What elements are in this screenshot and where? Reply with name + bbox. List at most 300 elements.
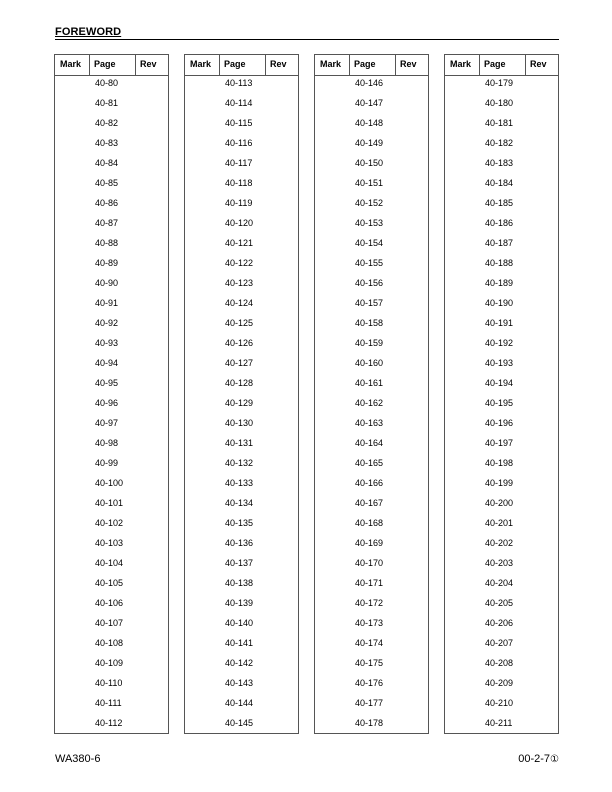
table-row <box>445 376 558 396</box>
page-cell: 40-139 <box>225 598 254 608</box>
page-list-column <box>184 54 299 734</box>
rev-header: Rev <box>140 59 157 69</box>
table-row <box>55 236 168 256</box>
table-row <box>185 696 298 716</box>
page-cell: 40-166 <box>355 478 384 488</box>
page-cell: 40-170 <box>355 558 384 568</box>
page-cell: 40-145 <box>225 718 254 728</box>
page-cell: 40-132 <box>225 458 254 468</box>
table-row <box>445 576 558 596</box>
page-cell: 40-173 <box>355 618 384 628</box>
page-header: Page <box>354 59 376 69</box>
table-row <box>315 496 428 516</box>
table-row <box>445 676 558 696</box>
table-row <box>185 296 298 316</box>
page-cell: 40-129 <box>225 398 254 408</box>
page-cell: 40-128 <box>225 378 254 388</box>
page-cell: 40-209 <box>485 678 514 688</box>
table-row <box>55 216 168 236</box>
page-header: Page <box>224 59 246 69</box>
page-cell: 40-204 <box>485 578 514 588</box>
table-row <box>315 296 428 316</box>
table-row <box>315 656 428 676</box>
page-cell: 40-202 <box>485 538 514 548</box>
page-cell: 40-112 <box>95 718 123 728</box>
table-row <box>55 676 168 696</box>
table-row <box>185 176 298 196</box>
table-row <box>445 176 558 196</box>
table-row <box>315 156 428 176</box>
table-row <box>315 196 428 216</box>
page-cell: 40-189 <box>485 278 514 288</box>
table-row <box>55 276 168 296</box>
page-cell: 40-124 <box>225 298 254 308</box>
page-cell: 40-98 <box>95 438 119 448</box>
page-cell: 40-167 <box>355 498 384 508</box>
page-cell: 40-162 <box>355 398 384 408</box>
table-row <box>315 616 428 636</box>
page-cell: 40-120 <box>225 218 254 228</box>
table-row <box>55 476 168 496</box>
page-cell: 40-174 <box>355 638 384 648</box>
page-cell: 40-210 <box>485 698 514 708</box>
table-row <box>55 656 168 676</box>
page-cell: 40-133 <box>225 478 254 488</box>
table-row <box>55 616 168 636</box>
table-row <box>445 276 558 296</box>
table-row <box>445 516 558 536</box>
table-row <box>315 716 428 736</box>
page-cell: 40-143 <box>225 678 254 688</box>
table-row <box>185 116 298 136</box>
table-row <box>315 576 428 596</box>
page-cell: 40-181 <box>485 118 514 128</box>
page-cell: 40-107 <box>95 618 124 628</box>
table-row <box>315 356 428 376</box>
table-row <box>315 636 428 656</box>
page-cell: 40-123 <box>225 278 254 288</box>
page-cell: 40-86 <box>95 198 119 208</box>
page-rows <box>185 76 298 736</box>
table-row <box>185 256 298 276</box>
table-row <box>445 716 558 736</box>
revision-mark: ① <box>550 754 559 765</box>
table-row <box>315 136 428 156</box>
rev-header: Rev <box>270 59 287 69</box>
table-row <box>55 196 168 216</box>
page-cell: 40-109 <box>95 658 124 668</box>
table-row <box>185 136 298 156</box>
table-row <box>445 236 558 256</box>
table-row <box>445 416 558 436</box>
page-cell: 40-178 <box>355 718 384 728</box>
page-cell: 40-138 <box>225 578 254 588</box>
page-cell: 40-177 <box>355 698 384 708</box>
page-number-text: 00-2-7 <box>518 753 551 765</box>
page-cell: 40-114 <box>225 98 253 108</box>
table-row <box>55 376 168 396</box>
page-cell: 40-150 <box>355 158 384 168</box>
table-row <box>55 176 168 196</box>
table-row <box>185 356 298 376</box>
table-row <box>185 716 298 736</box>
page-cell: 40-149 <box>355 138 384 148</box>
page-cell: 40-101 <box>95 498 124 508</box>
table-row <box>185 576 298 596</box>
table-row <box>185 436 298 456</box>
page-cell: 40-137 <box>225 558 254 568</box>
header-divider <box>135 55 136 75</box>
table-row <box>185 96 298 116</box>
table-row <box>55 636 168 656</box>
table-row <box>55 536 168 556</box>
table-row <box>315 316 428 336</box>
table-row <box>55 416 168 436</box>
table-row <box>55 296 168 316</box>
header-divider <box>349 55 350 75</box>
table-row <box>185 196 298 216</box>
mark-header: Mark <box>60 59 82 69</box>
page-cell: 40-180 <box>485 98 514 108</box>
page-cell: 40-205 <box>485 598 514 608</box>
page-cell: 40-199 <box>485 478 514 488</box>
table-row <box>185 556 298 576</box>
page-cell: 40-160 <box>355 358 384 368</box>
page-rows <box>315 76 428 736</box>
column-header <box>315 55 428 76</box>
header-divider <box>479 55 480 75</box>
table-row <box>185 276 298 296</box>
table-row <box>315 116 428 136</box>
page-cell: 40-99 <box>95 458 119 468</box>
page-cell: 40-163 <box>355 418 384 428</box>
table-row <box>185 536 298 556</box>
table-row <box>445 316 558 336</box>
header-divider <box>395 55 396 75</box>
table-row <box>315 416 428 436</box>
page-cell: 40-161 <box>355 378 384 388</box>
model-number: WA380-6 <box>55 753 101 765</box>
page-cell: 40-127 <box>225 358 254 368</box>
rev-header: Rev <box>530 59 547 69</box>
table-row <box>55 76 168 96</box>
page-number <box>518 753 559 765</box>
table-row <box>55 436 168 456</box>
page-header: Page <box>484 59 506 69</box>
table-row <box>445 456 558 476</box>
page-cell: 40-80 <box>95 78 119 88</box>
table-row <box>185 376 298 396</box>
page-cell: 40-121 <box>225 238 254 248</box>
table-row <box>185 616 298 636</box>
table-row <box>185 416 298 436</box>
page-cell: 40-185 <box>485 198 514 208</box>
table-row <box>445 496 558 516</box>
page-cell: 40-158 <box>355 318 384 328</box>
page-cell: 40-146 <box>355 78 384 88</box>
table-row <box>315 76 428 96</box>
page-cell: 40-197 <box>485 438 514 448</box>
page-cell: 40-211 <box>485 718 513 728</box>
table-row <box>55 556 168 576</box>
page-cell: 40-103 <box>95 538 124 548</box>
page-cell: 40-200 <box>485 498 514 508</box>
table-row <box>315 376 428 396</box>
page-cell: 40-93 <box>95 338 119 348</box>
column-header <box>185 55 298 76</box>
table-row <box>55 496 168 516</box>
table-row <box>55 516 168 536</box>
table-row <box>185 596 298 616</box>
page-cell: 40-188 <box>485 258 514 268</box>
table-row <box>445 356 558 376</box>
page-cell: 40-176 <box>355 678 384 688</box>
page-cell: 40-206 <box>485 618 514 628</box>
page-cell: 40-96 <box>95 398 119 408</box>
page-cell: 40-157 <box>355 298 384 308</box>
page-cell: 40-144 <box>225 698 254 708</box>
table-row <box>185 316 298 336</box>
page-cell: 40-190 <box>485 298 514 308</box>
page-cell: 40-104 <box>95 558 124 568</box>
page-rows <box>55 76 168 736</box>
page-cell: 40-94 <box>95 358 119 368</box>
table-row <box>445 636 558 656</box>
page-title: FOREWORD <box>55 26 122 38</box>
table-row <box>55 96 168 116</box>
page-cell: 40-192 <box>485 338 514 348</box>
page-cell: 40-154 <box>355 238 384 248</box>
table-row <box>445 656 558 676</box>
table-row <box>445 556 558 576</box>
page-cell: 40-194 <box>485 378 514 388</box>
page-cell: 40-175 <box>355 658 384 668</box>
header-divider <box>525 55 526 75</box>
page-cell: 40-119 <box>225 198 253 208</box>
table-row <box>55 316 168 336</box>
page-cell: 40-125 <box>225 318 254 328</box>
page-list-column <box>54 54 169 734</box>
table-row <box>445 476 558 496</box>
table-row <box>55 696 168 716</box>
page-rows <box>445 76 558 736</box>
table-row <box>55 256 168 276</box>
table-row <box>185 156 298 176</box>
page-cell: 40-83 <box>95 138 119 148</box>
page-cell: 40-95 <box>95 378 119 388</box>
table-row <box>185 476 298 496</box>
table-row <box>445 156 558 176</box>
page-cell: 40-208 <box>485 658 514 668</box>
table-row <box>445 216 558 236</box>
page-cell: 40-105 <box>95 578 124 588</box>
page-list-column <box>444 54 559 734</box>
table-row <box>445 396 558 416</box>
page-cell: 40-156 <box>355 278 384 288</box>
mark-header: Mark <box>320 59 342 69</box>
mark-header: Mark <box>190 59 212 69</box>
page-cell: 40-141 <box>225 638 254 648</box>
page-cell: 40-186 <box>485 218 514 228</box>
table-row <box>185 216 298 236</box>
table-row <box>185 76 298 96</box>
page-cell: 40-100 <box>95 478 124 488</box>
table-row <box>55 356 168 376</box>
table-row <box>185 636 298 656</box>
table-row <box>445 336 558 356</box>
table-row <box>315 596 428 616</box>
page-cell: 40-168 <box>355 518 384 528</box>
page-cell: 40-151 <box>355 178 384 188</box>
page-cell: 40-81 <box>95 98 119 108</box>
table-row <box>315 256 428 276</box>
page-cell: 40-191 <box>485 318 514 328</box>
table-row <box>185 516 298 536</box>
table-row <box>445 116 558 136</box>
page-cell: 40-113 <box>225 78 253 88</box>
page-cell: 40-136 <box>225 538 254 548</box>
page-cell: 40-131 <box>225 438 254 448</box>
table-row <box>315 276 428 296</box>
table-row <box>445 136 558 156</box>
page-cell: 40-108 <box>95 638 124 648</box>
page-cell: 40-165 <box>355 458 384 468</box>
table-row <box>315 696 428 716</box>
page-cell: 40-179 <box>485 78 514 88</box>
page-list-column <box>314 54 429 734</box>
table-row <box>315 396 428 416</box>
column-header <box>55 55 168 76</box>
column-header <box>445 55 558 76</box>
page-cell: 40-148 <box>355 118 384 128</box>
table-row <box>185 496 298 516</box>
page-cell: 40-159 <box>355 338 384 348</box>
page-cell: 40-142 <box>225 658 254 668</box>
page-cell: 40-89 <box>95 258 119 268</box>
table-row <box>445 536 558 556</box>
page-cell: 40-115 <box>225 118 253 128</box>
table-row <box>185 396 298 416</box>
page-cell: 40-134 <box>225 498 254 508</box>
table-row <box>445 596 558 616</box>
table-row <box>445 696 558 716</box>
page-cell: 40-130 <box>225 418 254 428</box>
header-divider <box>89 55 90 75</box>
table-row <box>55 396 168 416</box>
page-cell: 40-172 <box>355 598 384 608</box>
table-row <box>315 96 428 116</box>
table-row <box>185 656 298 676</box>
table-row <box>55 716 168 736</box>
table-row <box>55 156 168 176</box>
page-cell: 40-116 <box>225 138 253 148</box>
table-row <box>315 476 428 496</box>
table-row <box>445 96 558 116</box>
page-cell: 40-193 <box>485 358 514 368</box>
page-cell: 40-91 <box>95 298 119 308</box>
table-row <box>315 536 428 556</box>
table-row <box>445 296 558 316</box>
rev-header: Rev <box>400 59 417 69</box>
table-row <box>445 196 558 216</box>
table-row <box>445 436 558 456</box>
page-cell: 40-92 <box>95 318 119 328</box>
page-cell: 40-171 <box>355 578 384 588</box>
page-cell: 40-106 <box>95 598 124 608</box>
page-cell: 40-82 <box>95 118 119 128</box>
table-row <box>185 236 298 256</box>
page-cell: 40-126 <box>225 338 254 348</box>
page-cell: 40-153 <box>355 218 384 228</box>
page-cell: 40-203 <box>485 558 514 568</box>
table-row <box>445 76 558 96</box>
page-cell: 40-183 <box>485 158 514 168</box>
page-header: Page <box>94 59 116 69</box>
page-cell: 40-117 <box>225 158 253 168</box>
page-cell: 40-184 <box>485 178 514 188</box>
table-row <box>445 616 558 636</box>
page-cell: 40-155 <box>355 258 384 268</box>
page-cell: 40-140 <box>225 618 254 628</box>
table-row <box>315 556 428 576</box>
page-cell: 40-198 <box>485 458 514 468</box>
table-row <box>315 236 428 256</box>
page-cell: 40-88 <box>95 238 119 248</box>
page-cell: 40-195 <box>485 398 514 408</box>
page-cell: 40-164 <box>355 438 384 448</box>
page-cell: 40-135 <box>225 518 254 528</box>
page-cell: 40-97 <box>95 418 119 428</box>
table-row <box>315 436 428 456</box>
page-cell: 40-118 <box>225 178 253 188</box>
page-cell: 40-84 <box>95 158 119 168</box>
table-row <box>315 456 428 476</box>
table-row <box>185 676 298 696</box>
table-row <box>315 516 428 536</box>
table-row <box>185 456 298 476</box>
header-divider <box>265 55 266 75</box>
page-cell: 40-87 <box>95 218 119 228</box>
page-cell: 40-201 <box>485 518 514 528</box>
page-cell: 40-152 <box>355 198 384 208</box>
table-row <box>445 256 558 276</box>
header-divider <box>219 55 220 75</box>
table-row <box>315 216 428 236</box>
page-cell: 40-122 <box>225 258 254 268</box>
table-row <box>185 336 298 356</box>
page-cell: 40-110 <box>95 678 123 688</box>
table-row <box>55 576 168 596</box>
page-cell: 40-90 <box>95 278 119 288</box>
mark-header: Mark <box>450 59 472 69</box>
page-cell: 40-182 <box>485 138 514 148</box>
table-row <box>315 676 428 696</box>
table-row <box>55 336 168 356</box>
page-cell: 40-111 <box>95 698 122 708</box>
page-cell: 40-102 <box>95 518 124 528</box>
page-header <box>55 25 559 40</box>
table-row <box>55 596 168 616</box>
page-cell: 40-169 <box>355 538 384 548</box>
page-cell: 40-85 <box>95 178 119 188</box>
table-row <box>55 456 168 476</box>
page-cell: 40-207 <box>485 638 514 648</box>
table-row <box>55 116 168 136</box>
page-cell: 40-147 <box>355 98 384 108</box>
table-row <box>315 176 428 196</box>
table-row <box>315 336 428 356</box>
page-cell: 40-196 <box>485 418 514 428</box>
